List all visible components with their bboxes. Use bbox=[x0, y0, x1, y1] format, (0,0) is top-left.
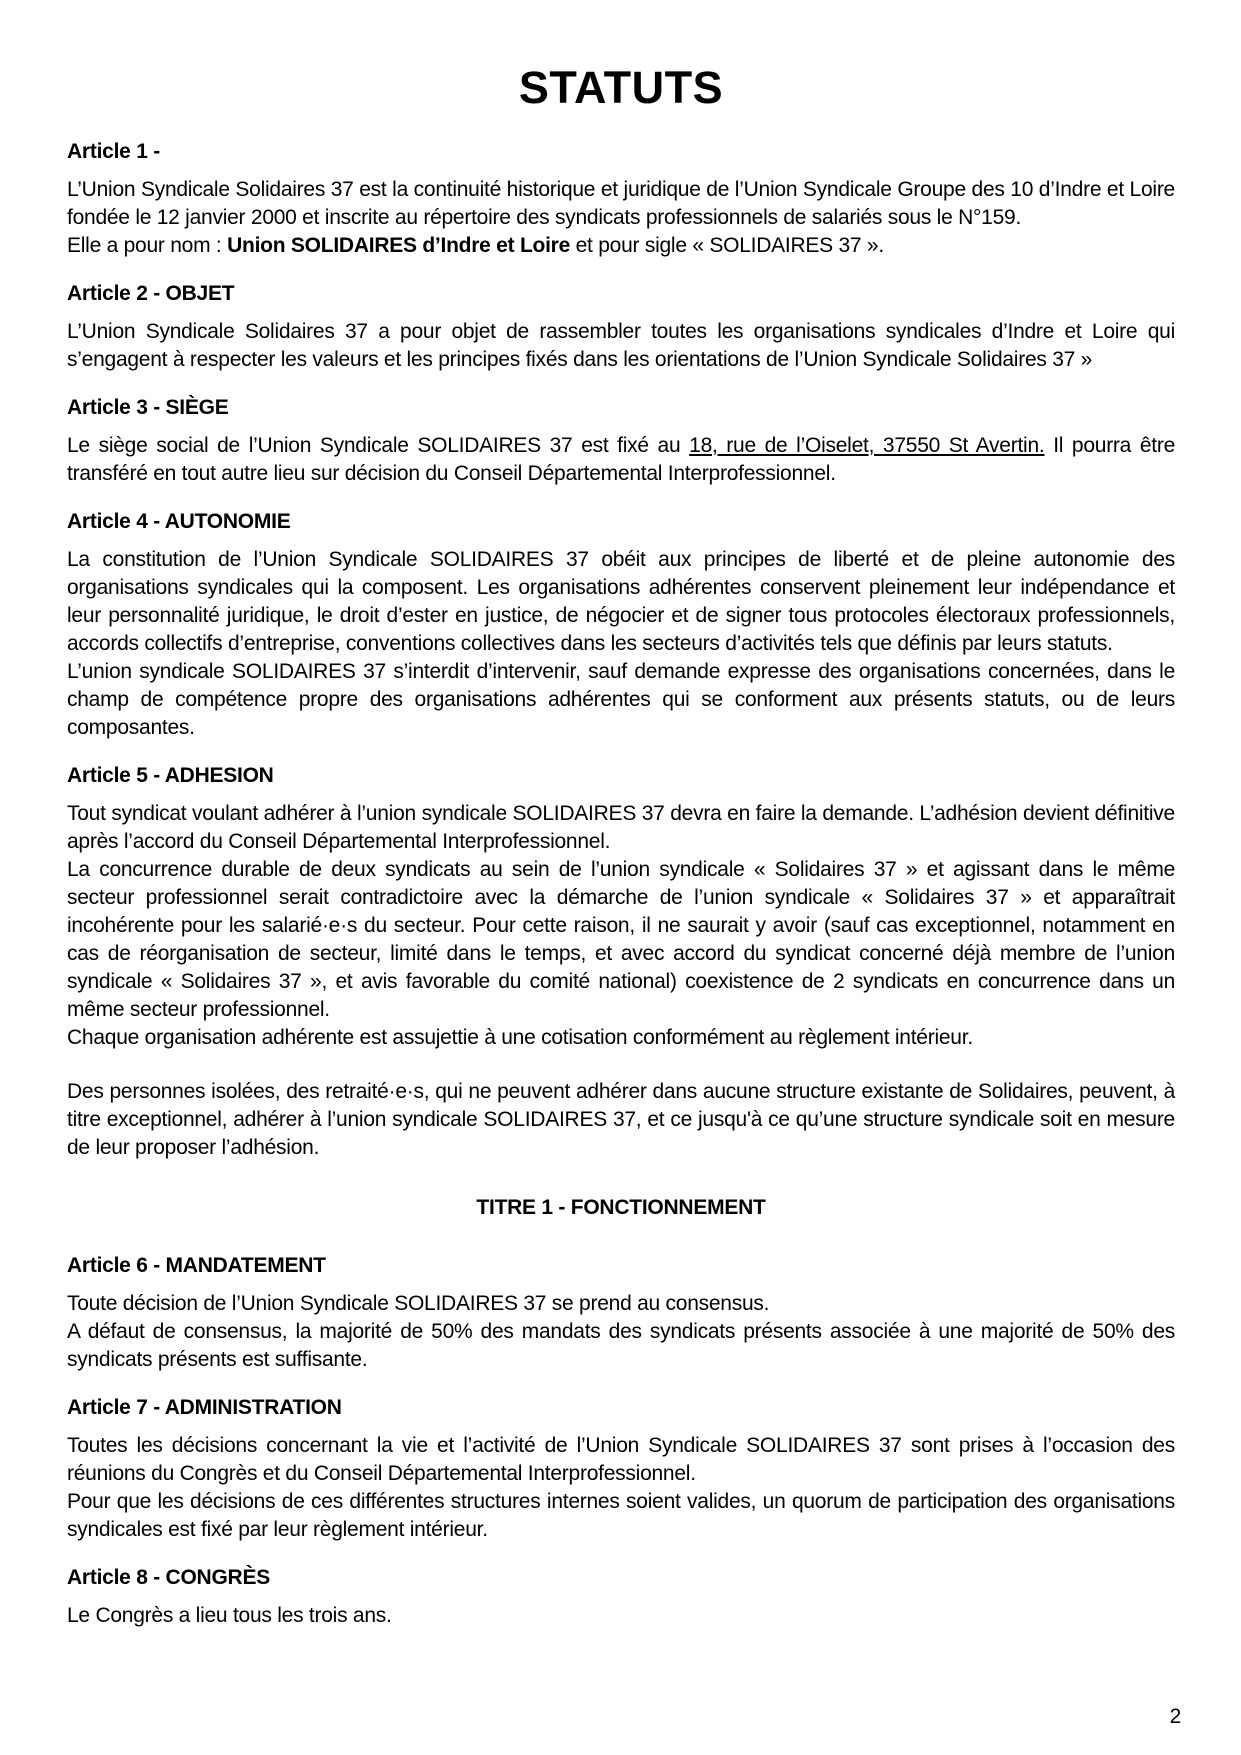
text-run: Tout syndicat voulant adhérer à l’union syndicale SOLIDAIRES 37 devra en faire la demande. L’adhésion devient définitive après l’accord du Conseil Départemental Interprofessionnel. bbox=[67, 801, 1175, 853]
text-run: Toutes les décisions concernant la vie et l’activité de l’Union Syndicale SOLIDAIRES 37 sont prises à l’occasion des réunions du Congrès et du Conseil Départemental Interprofessionnel. bbox=[67, 1433, 1175, 1485]
text-run: Chaque organisation adhérente est assujettie à une cotisation conformément au règlement intérieur. bbox=[67, 1025, 973, 1049]
paragraph bbox=[67, 856, 1175, 1024]
article-heading: Article 2 - OBJET bbox=[67, 281, 235, 305]
paragraph bbox=[67, 432, 1175, 488]
text-run: Pour que les décisions de ces différentes structures internes soient valides, un quorum de participation des organisations syndicales est fixé par leur règlement intérieur. bbox=[67, 1489, 1175, 1541]
document-title: STATUTS bbox=[518, 62, 724, 113]
paragraph bbox=[67, 1318, 1175, 1374]
text-run: La concurrence durable de deux syndicats au sein de l’union syndicale « Solidaires 37 » et agissant dans le même secteur professionnel serait contradictoire avec la démarche de l’union syndicale « Solidaires 37 » et apparaîtrait incohérente pour les salarié·e·s du secteur. Pour cette raison, il ne saurait y avoir (sauf cas exceptionnel, notamment en cas de réorganisation de secteur, limité dans le temps, et avec accord du syndicat concerné déjà membre de l’union syndicale « Solidaires 37 », et avis favorable du comité national) coexistence de 2 syndicats en concurrence dans un même secteur professionnel. bbox=[67, 857, 1175, 1021]
article-heading: Article 7 - ADMINISTRATION bbox=[67, 1395, 342, 1419]
paragraph bbox=[67, 1024, 1175, 1052]
text-run: La constitution de l’Union Syndicale SOLIDAIRES 37 obéit aux principes de liberté et de pleine autonomie des organisations syndicales qui la composent. Les organisations adhérentes conservent pleinement leur indépendance et leur personnalité juridique, le droit d’ester en justice, de négocier et de signer tous protocoles électoraux professionnels, accords collectifs d’entreprise, conventions collectives dans les secteurs d’activités tels que définis par leurs statuts. bbox=[67, 547, 1175, 655]
article-heading: Article 8 - CONGRÈS bbox=[67, 1565, 270, 1589]
paragraph bbox=[67, 318, 1175, 374]
paragraph bbox=[67, 658, 1175, 742]
paragraph bbox=[67, 1432, 1175, 1488]
title-heading: TITRE 1 - FONCTIONNEMENT bbox=[476, 1195, 766, 1219]
text-run: et pour sigle « SOLIDAIRES 37 ». bbox=[570, 233, 884, 257]
text-run: Toute décision de l’Union Syndicale SOLIDAIRES 37 se prend au consensus. bbox=[67, 1291, 770, 1315]
paragraph bbox=[67, 176, 1175, 232]
paragraph bbox=[67, 1602, 1175, 1630]
text-run: L’Union Syndicale Solidaires 37 a pour objet de rassembler toutes les organisations syndicales d’Indre et Loire qui s’engagent à respecter les valeurs et les principes fixés dans les orientations de l’Union Syndicale Solidaires 37 » bbox=[67, 319, 1175, 371]
paragraph bbox=[67, 1488, 1175, 1544]
paragraph bbox=[67, 1290, 1175, 1318]
bold-run: Union SOLIDAIRES d’Indre et Loire bbox=[227, 233, 571, 257]
text-run: Le Congrès a lieu tous les trois ans. bbox=[67, 1603, 392, 1627]
text-run: L’union syndicale SOLIDAIRES 37 s’interdit d’intervenir, sauf demande expresse des organisations concernées, dans le champ de compétence propre des organisations adhérentes qui se conforment aux présents statuts, ou de leurs composantes. bbox=[67, 659, 1175, 739]
article-heading: Article 6 - MANDATEMENT bbox=[67, 1253, 326, 1277]
article-heading: Article 3 - SIÈGE bbox=[67, 395, 229, 419]
article-heading: Article 5 - ADHESION bbox=[67, 763, 274, 787]
underlined-run: 18, rue de l’Oiselet, 37550 St Avertin. bbox=[689, 433, 1045, 457]
paragraph bbox=[67, 800, 1175, 856]
page-number: 2 bbox=[1169, 1705, 1181, 1728]
article-heading: Article 4 - AUTONOMIE bbox=[67, 509, 291, 533]
document-body bbox=[67, 140, 1175, 1630]
paragraph bbox=[67, 1078, 1175, 1162]
text-run: A défaut de consensus, la majorité de 50% des mandats des syndicats présents associée à une majorité de 50% des syndicats présents est suffisante. bbox=[67, 1319, 1175, 1371]
text-run: Elle a pour nom : bbox=[67, 233, 228, 257]
article-heading: Article 1 - bbox=[67, 139, 160, 163]
text-run: Des personnes isolées, des retraité·e·s, qui ne peuvent adhérer dans aucune structure existante de Solidaires, peuvent, à titre exceptionnel, adhérer à l’union syndicale SOLIDAIRES 37, et ce jusqu'à ce qu’une structure syndicale soit en mesure de leur proposer l’adhésion. bbox=[67, 1079, 1175, 1159]
text-run: Il pourra être transféré en tout autre lieu sur décision du Conseil Départemental Interprofessionnel. bbox=[67, 433, 1176, 485]
paragraph bbox=[67, 232, 1175, 260]
text-run: Le siège social de l’Union Syndicale SOLIDAIRES 37 est fixé au bbox=[67, 433, 690, 457]
paragraph bbox=[67, 546, 1175, 658]
text-run: L’Union Syndicale Solidaires 37 est la continuité historique et juridique de l’Union Syndicale Groupe des 10 d’Indre et Loire fondée le 12 janvier 2000 et inscrite au répertoire des syndicats professionnels de salariés sous le N°159. bbox=[67, 177, 1175, 229]
